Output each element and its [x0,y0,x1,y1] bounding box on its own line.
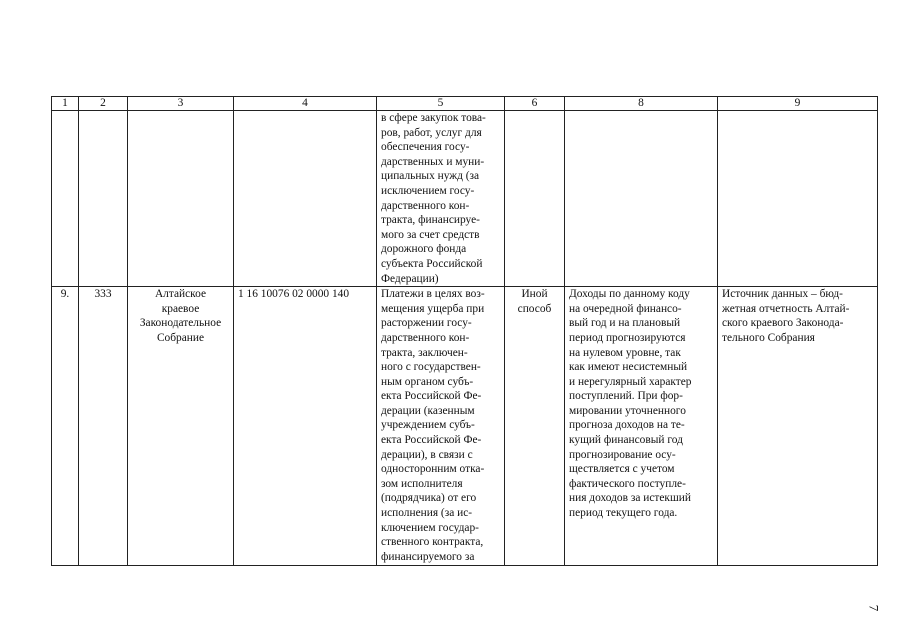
header-cell-col-6: 6 [505,97,565,111]
source-cell [718,111,878,287]
header-cell-col-5: 5 [377,97,505,111]
header-row [52,97,878,111]
income-name: в сфере закупок това- ров, работ, услуг для обеспечения госу- дарственных и муни- ципальных нужд (за исключением госу- дарственного кон- тракта, финансируе- мого за счет средств дорожного фонда субъекта Российской Федерации) [381,112,486,285]
admin-code-cell [79,111,128,287]
row-number: 9. [60,288,70,301]
method-cell [505,111,565,287]
page-number: 7 [866,604,882,612]
income-name-cell [377,111,505,287]
data-source: Источник данных – бюд- жетная отчетность Алтай- ского краевого Законода- тельного Собрания [722,288,850,344]
administrator-name: Алтайское краевое Законодательное Собрание [139,288,222,344]
budget-table [51,96,878,566]
source-cell [718,287,878,566]
table-row-9 [52,287,878,566]
admin-code: 333 [94,288,112,301]
row-number-cell [52,111,79,287]
method-cell [505,287,565,566]
kbk-cell [234,111,377,287]
admin-code-cell [79,287,128,566]
header-cell-col-1: 1 [52,97,79,111]
kbk-code: 1 16 10076 02 0000 140 [238,288,350,301]
header-cell-col-3: 3 [128,97,234,111]
header-cell-col-9: 9 [718,97,878,111]
row-number-cell [52,287,79,566]
income-name-cell [377,287,505,566]
description-cell [565,287,718,566]
forecast-method: Иной способ [517,288,552,315]
header-cell-col-2: 2 [79,97,128,111]
method-description: Доходы по данному коду на очередной финансо- вый год и на плановый период прогнозируются на нулевом уровне, так как имеют несистемный и нерегулярный характер поступлений. При фор- мировании уточненного прогноза доходов на те- кущий финансовый год прогнозирование осу- ществляется с учетом фактического поступле- ния доходов за истекший период текущего года. [569,288,692,520]
description-cell [565,111,718,287]
administrator-cell [128,111,234,287]
administrator-cell [128,287,234,566]
header-cell-col-8: 8 [565,97,718,111]
header-cell-col-4: 4 [234,97,377,111]
table-row-continuation [52,111,878,287]
kbk-cell [234,287,377,566]
income-name: Платежи в целях воз- мещения ущерба при расторжении госу- дарственного кон- тракта, заключен- ного с государствен- ным органом субъ- екта Российской Фе- дерации (казенным учреждением субъ- екта Российской Фе- дерации), в связи с односторонним отка- зом исполнителя (подрядчика) от его исполнения (за ис- ключением государ- ственного контракта, финансируемого за [381,288,485,563]
